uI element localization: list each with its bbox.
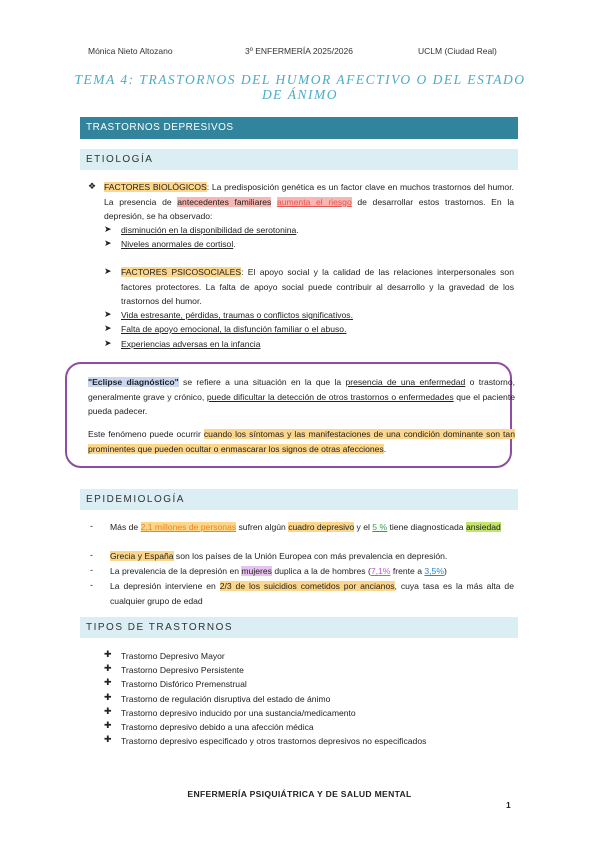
bio-text-3: de desarrollar estos trastornos. En la depresión, se ha observado: <box>104 196 515 221</box>
psy-item: Vida estresante, pérdidas, traumas o conflictos significativos. <box>121 310 353 320</box>
header-author: Mónica Nieto Altozano <box>88 46 173 56</box>
bio-item-end: . <box>296 225 299 235</box>
epidemiologia-heading: EPIDEMIOLOGÍA <box>80 489 518 510</box>
tipos-list <box>104 649 514 748</box>
bio-highlight-1: antecedentes familiares <box>177 196 272 207</box>
epi-text: ) <box>443 566 447 576</box>
title-line-1: TEMA 4: TRASTORNOS DEL HUMOR AFECTIVO O DEL ESTADO <box>74 72 526 87</box>
header-course: 3º ENFERMERÍA 2025/2026 <box>245 46 353 56</box>
title-line-2: DE ÁNIMO <box>261 87 339 102</box>
callout-paragraph-1 <box>88 375 515 419</box>
epi-text: La prevalencia de la depresión en <box>110 566 242 576</box>
dash-bullet-icon: - <box>90 521 93 531</box>
bio-item-text: disminución en la disponibilidad de serotonina <box>121 225 297 235</box>
bio-text-1: : La predisposición genética es un factor clave en muchos trastornos del humor. La presencia de <box>104 182 514 207</box>
epi-highlight: cuadro depresivo <box>288 522 355 532</box>
epi-text: La depresión interviene en <box>110 581 220 591</box>
bio-label: FACTORES BIOLÓGICOS <box>104 182 207 192</box>
etiologia-heading: ETIOLOGÍA <box>80 149 518 170</box>
epi-highlight: mujeres <box>241 566 272 576</box>
dash-bullet-icon: - <box>90 580 93 590</box>
tipos-item <box>104 734 514 748</box>
tipos-item <box>104 692 514 706</box>
page-number: 1 <box>506 800 511 810</box>
tipos-item-text: Trastorno Disfórico Premenstrual <box>121 679 247 690</box>
tipos-item <box>104 706 514 720</box>
epi-text: sufren algún <box>236 522 289 532</box>
epi-item <box>110 564 514 579</box>
arrow-bullet-icon: ➤ <box>104 266 112 276</box>
tipos-item <box>104 720 514 734</box>
callout-text: o trastorno, generalmente grave y crónico, <box>88 377 516 402</box>
diamond-bullet-icon: ❖ <box>88 181 97 191</box>
arrow-bullet-icon: ➤ <box>104 338 112 348</box>
epi-text: duplica a la de hombres ( <box>271 566 371 576</box>
epi-text: Más de <box>110 522 141 532</box>
arrow-bullet-icon: ➤ <box>104 323 112 333</box>
cross-bullet-icon: ✚ <box>104 705 112 716</box>
arrow-bullet-icon: ➤ <box>104 238 112 248</box>
epi-text: son los países de la Unión Europea con más prevalencia en depresión. <box>173 551 448 561</box>
cross-bullet-icon: ✚ <box>104 691 112 702</box>
tipos-item-text: Trastorno Depresivo Mayor <box>121 651 225 661</box>
tipos-item-text: Trastorno depresivo debido a una afección médica <box>121 721 314 732</box>
epi-percent: 5 % <box>372 522 388 532</box>
bio-item <box>121 237 236 252</box>
header-university: UCLM (Ciudad Real) <box>418 46 497 56</box>
epi-text: , cuya tasa es la más alta de cualquier grupo de edad <box>110 581 514 606</box>
epi-item <box>110 520 514 535</box>
psy-paragraph <box>121 265 514 309</box>
cross-bullet-icon: ✚ <box>104 663 112 674</box>
cross-bullet-icon: ✚ <box>104 649 112 659</box>
callout-underline: presencia de una enfermedad <box>345 377 466 387</box>
bio-item-text: Niveles anormales de cortisol <box>121 239 234 249</box>
bio-paragraph <box>104 180 514 224</box>
section-main-heading: TRASTORNOS DEPRESIVOS <box>80 117 518 139</box>
bio-item <box>121 223 299 238</box>
tipos-item <box>104 649 514 663</box>
tipos-item-text: Trastorno depresivo especificado y otros trastornos depresivos no especificados <box>121 736 427 747</box>
page-footer: ENFERMERÍA PSIQUIÁTRICA Y DE SALUD MENTAL <box>187 789 412 799</box>
epi-highlight: 2/3 de los suicidios cometidos por ancianos <box>219 581 395 591</box>
tipos-item <box>104 663 514 677</box>
epi-highlight: Grecia y España <box>110 551 174 561</box>
tipos-item-text: Trastorno depresivo inducido por una sustancia/medicamento <box>121 707 356 718</box>
dash-bullet-icon: - <box>90 550 93 560</box>
psy-text: : El apoyo social y la calidad de las relaciones interpersonales son factores protectores. La falta de apoyo social puede contribuir al desarrollo y la gravedad de los trastornos del humor. <box>121 267 514 306</box>
arrow-bullet-icon: ➤ <box>104 224 112 234</box>
epi-percent: 7,1% <box>370 566 391 576</box>
tipos-item <box>104 677 514 691</box>
epi-highlight: ansiedad <box>465 522 501 532</box>
cross-bullet-icon: ✚ <box>104 677 112 688</box>
epi-text: tiene diagnosticada <box>387 522 466 532</box>
document-title <box>60 72 540 102</box>
epi-text: y el <box>354 522 373 532</box>
tipos-heading: TIPOS DE TRASTORNOS <box>80 617 518 638</box>
psy-item: Experiencias adversas en la infancia <box>121 339 261 349</box>
callout-text: . <box>383 443 387 454</box>
callout-underline: puede dificultar la detección de otros trastornos o enfermedades <box>206 391 454 402</box>
epi-highlight: 2,1 millones de personas <box>140 522 237 532</box>
cross-bullet-icon: ✚ <box>104 719 112 730</box>
dash-bullet-icon: - <box>90 565 93 575</box>
psy-item: Falta de apoyo emocional, la disfunción familiar o el abuso. <box>121 324 347 334</box>
tipos-item-text: Trastorno Depresivo Persistente <box>121 665 244 676</box>
bio-highlight-2: aumenta el riesgo <box>276 196 352 207</box>
cross-bullet-icon: ✚ <box>104 734 112 745</box>
epi-item <box>110 579 514 608</box>
psy-label: FACTORES PSICOSOCIALES <box>121 267 242 277</box>
callout-text: que el paciente pueda padecer. <box>88 391 515 416</box>
epi-text: frente a <box>390 566 425 576</box>
callout-highlight: cuando los síntomas y las manifestaciones de una condición dominante son tan prominentes que pueden ocultar o enmascarar los signos de otras afecciones <box>88 429 515 454</box>
arrow-bullet-icon: ➤ <box>104 309 112 319</box>
tipos-item-text: Trastorno de regulación disruptiva del estado de ánimo <box>121 693 331 704</box>
callout-term: "Eclipse diagnóstico" <box>88 377 179 387</box>
callout-text: Este fenómeno puede ocurrir <box>88 429 204 439</box>
epi-percent: 3,5% <box>424 566 444 576</box>
bio-item-end: . <box>233 239 236 249</box>
callout-paragraph-2 <box>88 427 515 456</box>
epi-item <box>110 549 514 564</box>
callout-text: se refiere a una situación en la que la <box>178 377 346 387</box>
